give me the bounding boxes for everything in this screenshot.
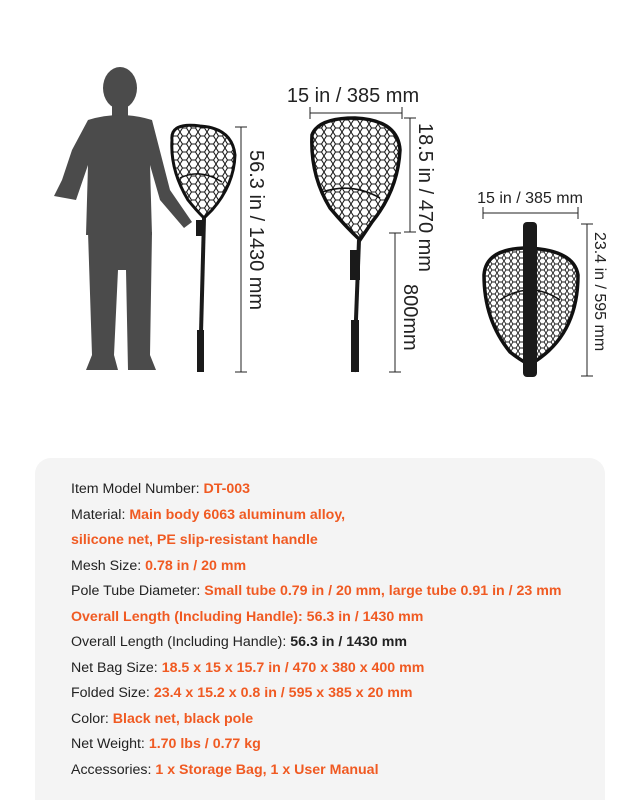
spec-overall-length-highlight: Overall Length (Including Handle): 56.3 in / 1430 mm xyxy=(71,609,424,625)
folded-height-label: 23.4 in / 595 mm xyxy=(591,232,608,352)
spec-model-number: Item Model Number: DT-003 xyxy=(71,481,250,497)
spec-mesh-size: Mesh Size: 0.78 in / 20 mm xyxy=(71,558,247,574)
net-unfolded-illustration xyxy=(312,118,400,372)
specifications-card xyxy=(35,458,605,800)
spec-net-weight: Net Weight: 1.70 lbs / 0.77 kg xyxy=(71,736,261,752)
spec-folded-size: Folded Size: 23.4 x 15.2 x 0.8 in / 595 x 385 x 20 mm xyxy=(71,685,413,701)
net-depth-label: 18.5 in / 470 mm xyxy=(414,123,436,272)
spec-accessories: Accessories: 1 x Storage Bag, 1 x User Manual xyxy=(71,762,379,778)
spec-overall-length: Overall Length (Including Handle): 56.3 in / 1430 mm xyxy=(71,634,407,650)
spec-color: Color: Black net, black pole xyxy=(71,711,254,727)
spec-material-continued: silicone net, PE slip-resistant handle xyxy=(71,532,318,548)
net-folded-illustration xyxy=(484,222,578,377)
human-silhouette xyxy=(54,67,192,370)
pole-length-label: 800mm xyxy=(399,284,421,351)
spec-pole-tube-diameter: Pole Tube Diameter: Small tube 0.79 in / 20 mm, large tube 0.91 in / 23 mm xyxy=(71,583,562,599)
spec-material: Material: Main body 6063 aluminum alloy, xyxy=(71,507,346,523)
net-width-label: 15 in / 385 mm xyxy=(286,85,420,107)
spec-net-bag-size: Net Bag Size: 18.5 x 15 x 15.7 in / 470 x 380 x 400 mm xyxy=(71,660,425,676)
unfolded-height-label: 56.3 in / 1430 mm xyxy=(245,150,267,311)
net-held-illustration xyxy=(172,125,235,372)
folded-width-label: 15 in / 385 mm xyxy=(477,190,583,207)
